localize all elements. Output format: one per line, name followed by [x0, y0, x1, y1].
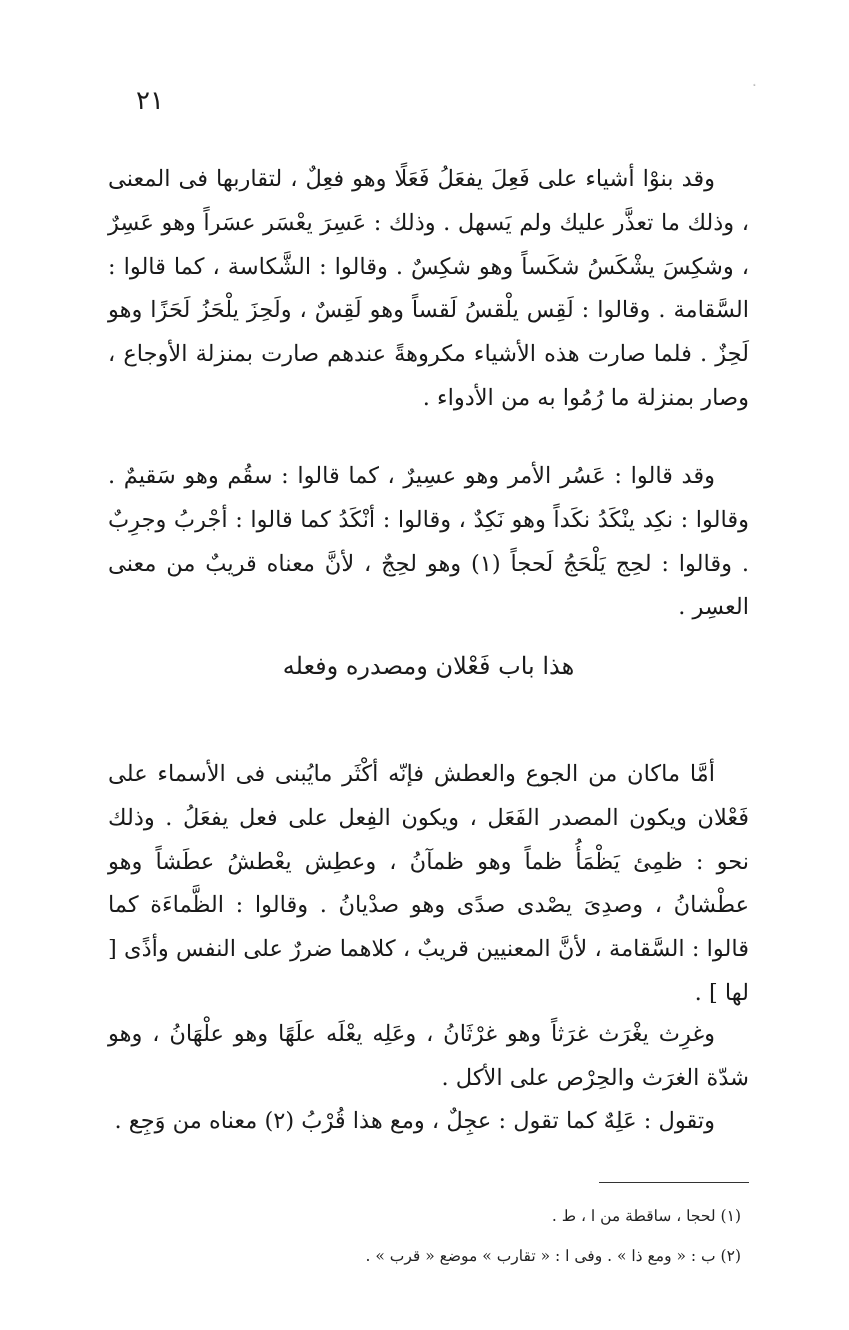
section2-paragraph1	[108, 753, 749, 1016]
paragraph-text: وغرِث يغْرَث غرَثاً وهو غرْثَانُ ، وعَلِه يعْلَه علَهًا وهو علْهَانُ ، وهو شدّة الغرَث والحِرْص على الأكل .	[108, 1021, 749, 1091]
section2-paragraph3	[108, 1100, 749, 1144]
section-heading: هذا باب فَعْلان ومصدره وفعله	[282, 652, 575, 680]
footnote-divider	[599, 1182, 749, 1183]
section1-paragraph2	[108, 455, 749, 630]
paragraph-text: وقد بنوْا أشياء على فَعِلَ يفعَلُ فَعَلًا وهو فعِلٌ ، لتقاربها فى المعنى ، وذلك ما تعذَّر عليك ولم يَسهل . وذلك : عَسِرَ يعْسَر عسَراً وهو عَسِرٌ ، وشكِسَ يشْكَسُ شكَساً وهو شكِسٌ . وقالوا : الشَّكاسة ، كما قالوا : السَّقامة . وقالوا : لَقِس يلْقسُ لَقساً وهو لَقِسٌ ، ولَحِزَ يلْحَزُ لَحَزًا وهو لَحِزٌ . فلما صارت هذه الأشياء مكروهةً عندهم صارت بمنزلة الأوجاع ، وصار بمنزلة ما رُمُوا به من الأدواء .	[108, 166, 749, 411]
page-number: ٢١	[136, 86, 164, 116]
section1-paragraph1	[108, 158, 749, 421]
footnote-1: (١) لحجا ، ساقطة من ا ، ط .	[551, 1207, 741, 1225]
section2-paragraph2	[108, 1013, 749, 1101]
paragraph-text: وقد قالوا : عَسُر الأمر وهو عسِيرٌ ، كما قالوا : سقُم وهو سَقيمٌ . وقالوا : نكِد ينْكَدُ نكَداً وهو نَكِدٌ ، وقالوا : أنْكَدُ كما قالوا : أجْربُ وجرِبٌ . وقالوا : لحِج يَلْحَجُ لَحجاً (١) وهو لحِجٌ ، لأنَّ معناه قريبٌ من معنى العسِر .	[108, 463, 749, 621]
paragraph-text: أمَّا ماكان من الجوع والعطش فإنّه أكْثَر مايُبنى فى الأسماء على فَعْلان ويكون المصدر الفَعَل ، ويكون الفِعل على فعل يفعَلُ . وذلك نحو : ظمِئ يَظْمَأُ ظماً وهو ظمآنُ ، وعطِش يعْطشُ عطَشاً وهو عطْشانُ ، وصدِىَ يصْدى صدًى وهو صدْيانُ . وقالوا : الظَّماءَة كما قالوا : السَّقامة ، لأنَّ المعنيين قريبٌ ، كلاهما ضررٌ على النفس وأذًى [ لها ] .	[108, 761, 749, 1006]
footnotes	[200, 1196, 741, 1276]
paragraph-text: وتقول : عَلِهٌ كما تقول : عجِلٌ ، ومع هذا قُرْبُ (٢) معناه من وَجِع .	[114, 1108, 715, 1134]
footnote-2: (٢) ب : « ومع ذا » . وفى ا : « تقارب » موضع « قرب » .	[365, 1247, 741, 1265]
